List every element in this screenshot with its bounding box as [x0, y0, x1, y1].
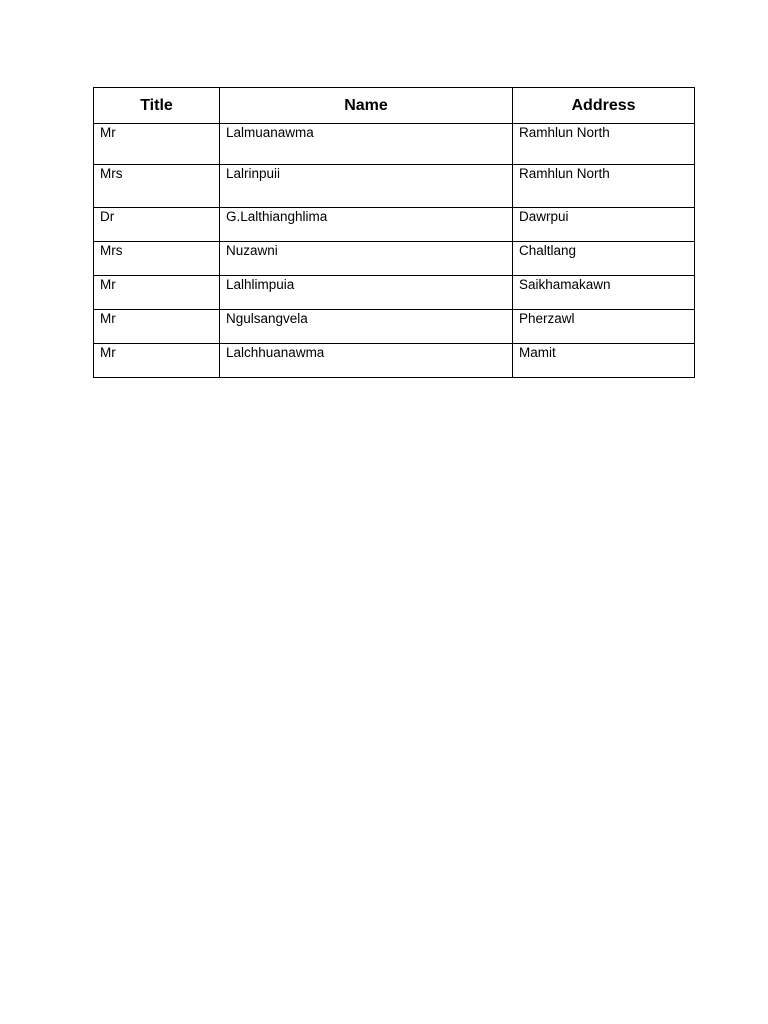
cell-address: Mamit — [513, 344, 695, 378]
cell-address: Dawrpui — [513, 208, 695, 242]
cell-address: Saikhamakawn — [513, 276, 695, 310]
cell-address: Chaltlang — [513, 242, 695, 276]
table-row — [94, 276, 695, 310]
table-row — [94, 124, 695, 165]
header-address: Address — [513, 88, 695, 124]
header-title: Title — [94, 88, 220, 124]
cell-title: Mr — [94, 124, 220, 165]
cell-title: Mr — [94, 310, 220, 344]
cell-title: Mr — [94, 344, 220, 378]
table-row — [94, 165, 695, 208]
cell-title: Mrs — [94, 242, 220, 276]
table-row — [94, 344, 695, 378]
cell-address: Ramhlun North — [513, 124, 695, 165]
cell-name: Lalrinpuii — [220, 165, 513, 208]
table-row — [94, 310, 695, 344]
cell-name: Nuzawni — [220, 242, 513, 276]
cell-name: G.Lalthianghlima — [220, 208, 513, 242]
roster-table — [93, 87, 695, 378]
table-row — [94, 208, 695, 242]
cell-title: Mrs — [94, 165, 220, 208]
cell-title: Mr — [94, 276, 220, 310]
cell-address: Pherzawl — [513, 310, 695, 344]
cell-name: Lalmuanawma — [220, 124, 513, 165]
cell-name: Ngulsangvela — [220, 310, 513, 344]
cell-name: Lalhlimpuia — [220, 276, 513, 310]
header-name: Name — [220, 88, 513, 124]
cell-address: Ramhlun North — [513, 165, 695, 208]
table-row — [94, 242, 695, 276]
cell-title: Dr — [94, 208, 220, 242]
table-header-row — [94, 88, 695, 124]
cell-name: Lalchhuanawma — [220, 344, 513, 378]
